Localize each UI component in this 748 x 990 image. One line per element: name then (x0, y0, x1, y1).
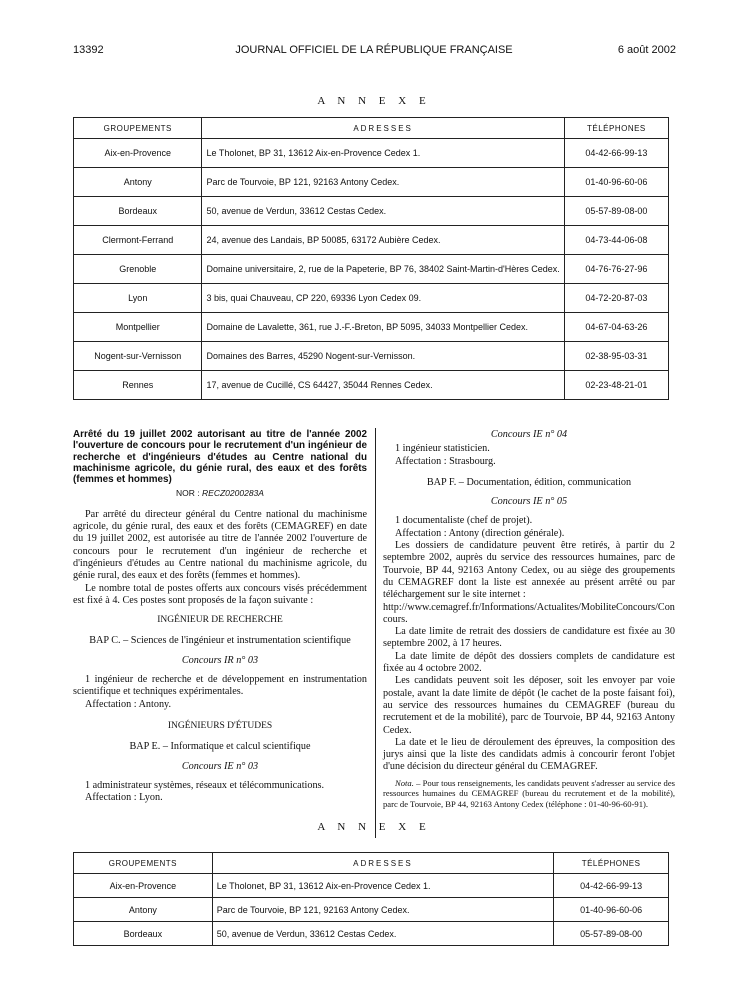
groupement-cell: Lyon (74, 284, 202, 313)
telephone-cell: 05-57-89-08-00 (554, 922, 669, 946)
ir-heading: INGÉNIEUR DE RECHERCHE (157, 615, 283, 626)
table-row (74, 168, 669, 197)
ie5-affectation: Affectation : Antony (direction générale). (395, 527, 565, 539)
adresse-cell: 50, avenue de Verdun, 33612 Cestas Cedex. (212, 922, 553, 946)
table-row (74, 284, 669, 313)
table-row (74, 342, 669, 371)
groupements-table (73, 117, 669, 400)
nor-code: RECZ0200283A (202, 488, 264, 499)
concours-ie4: Concours IE n° 04 (490, 429, 568, 440)
ie3-affectation: Affectation : Lyon. (85, 792, 163, 804)
telephone-cell: 01-40-96-60-06 (554, 898, 669, 922)
adresse-cell: Le Tholonet, BP 31, 13612 Aix-en-Provence Cedex 1. (202, 139, 564, 168)
download-link[interactable]: http://www.cemagref.fr/Informations/Actualites/MobiliteConcours/Concours. (383, 601, 675, 625)
groupement-cell: Bordeaux (74, 197, 202, 226)
table-row (74, 139, 669, 168)
arrete-title: Arrêté du 19 juillet 2002 autorisant au titre de l'année 2002 l'ouverture de concours pour le recrutement d'un ingénieur de recherche et d'ingénieurs d'études au Centre national du machinisme agricole, du génie rural, des eaux et des forêts (femmes et hommes) (73, 429, 367, 486)
adresse-cell: Le Tholonet, BP 31, 13612 Aix-en-Provence Cedex 1. (212, 874, 553, 898)
adresse-cell: 17, avenue de Cucillé, CS 64427, 35044 Rennes Cedex. (202, 371, 564, 400)
left-column (73, 429, 367, 804)
groupement-cell: Rennes (74, 371, 202, 400)
telephone-cell: 04-76-76-27-96 (564, 255, 668, 284)
telephone-cell: 05-57-89-08-00 (564, 197, 668, 226)
ie3-description: 1 administrateur systèmes, réseaux et télécommunications. (85, 779, 325, 791)
groupement-cell: Montpellier (74, 313, 202, 342)
groupement-cell: Antony (74, 898, 213, 922)
groupement-cell: Bordeaux (74, 922, 213, 946)
dossiers-paragraph: Les dossiers de candidature peuvent être retirés, à partir du 2 septembre 2002, auprès du service des ressources humaines, parc de Tourvoie, BP 44, 92163 Antony Cedex, ou au siège des groupements du CEMAGREF dont la liste est annexée au présent arrêté ou par téléchargement sur le site internet : (383, 540, 675, 601)
table-row (74, 255, 669, 284)
table-row (74, 371, 669, 400)
column-divider (375, 428, 376, 838)
right-column (383, 429, 675, 809)
nota-label: Nota. (395, 777, 414, 788)
telephone-cell: 01-40-96-60-06 (564, 168, 668, 197)
table-row (74, 922, 669, 946)
nota-paragraph (383, 778, 675, 809)
table-row (74, 197, 669, 226)
ie4-affectation: Affectation : Strasbourg. (395, 455, 496, 467)
telephone-cell: 02-38-95-03-31 (564, 342, 668, 371)
retrait-paragraph: La date limite de retrait des dossiers de candidature est fixée au 30 septembre 2002, à 17 heures. (383, 626, 675, 650)
ir3-description: 1 ingénieur de recherche et de développement en instrumentation scientifique et techniques expérimentales. (73, 674, 367, 698)
table-row (74, 874, 669, 898)
depot-paragraph: La date limite de dépôt des dossiers complets de candidature est fixée au 4 octobre 2002. (383, 650, 675, 675)
adresse-cell: Parc de Tourvoie, BP 121, 92163 Antony Cedex. (212, 898, 553, 922)
ie4-description: 1 ingénieur statisticien. (395, 443, 490, 455)
adresse-cell: 50, avenue de Verdun, 33612 Cestas Cedex. (202, 197, 564, 226)
bap-f-heading: BAP F. – Documentation, édition, communication (426, 476, 632, 488)
adresse-cell: 24, avenue des Landais, BP 50085, 63172 Aubière Cedex. (202, 226, 564, 255)
col-header-adresses: ADRESSES (202, 118, 564, 139)
table-header-row (74, 118, 669, 139)
telephone-cell: 04-72-20-87-03 (564, 284, 668, 313)
candidats-paragraph: Les candidats peuvent soit les déposer, soit les envoyer par voie postale, avant la date limite de dépôt (le cachet de la poste faisant foi), au service des ressources humaines du CEMAGREF (bureau du recrutement et de la mobilité), parc de Tourvoie, BP 44, 92163 Antony Cedex. (383, 675, 675, 736)
adresse-cell: Domaine universitaire, 2, rue de la Papeterie, BP 76, 38402 Saint-Martin-d'Hères Cedex. (202, 255, 564, 284)
postes-paragraph: Le nombre total de postes offerts aux concours visés précédemment est fixé à 4. Ces postes sont proposés de la façon suivante : (73, 582, 367, 606)
telephone-cell: 04-67-04-63-26 (564, 313, 668, 342)
adresse-cell: 3 bis, quai Chauveau, CP 220, 69336 Lyon Cedex 09. (202, 284, 564, 313)
table-row (74, 313, 669, 342)
concours-ie3: Concours IE n° 03 (181, 760, 259, 772)
table-row (74, 226, 669, 255)
nor-reference (73, 487, 367, 499)
groupement-cell: Clermont-Ferrand (74, 226, 202, 255)
col-header-telephones: TÉLÉPHONES (564, 118, 668, 139)
journal-title: JOURNAL OFFICIEL DE LA RÉPUBLIQUE FRANÇAISE (235, 44, 513, 56)
groupement-cell: Aix-en-Provence (74, 139, 202, 168)
telephone-cell: 04-42-66-99-13 (554, 874, 669, 898)
col-header-groupements: GROUPEMENTS (74, 853, 213, 874)
issue-date: 6 août 2002 (617, 44, 676, 56)
arrete-paragraph: Par arrêté du directeur général du Centre national du machinisme agricole, du génie rural, des eaux et des forêts (CEMAGREF) en date du 19 juillet 2002, est autorisée au titre de l'année 2002 l'ouverture de concours pour le recrutement d'un ingénieur de recherche et d'ingénieurs d'études au Centre national du machinisme agricole, du génie rural, des eaux et des forêts (femmes et hommes). (73, 508, 367, 582)
bap-c-heading: BAP C. – Sciences de l'ingénieur et instrumentation scientifique (89, 635, 351, 647)
bap-e-heading: BAP E. – Informatique et calcul scientifique (129, 741, 311, 753)
concours-ir3: Concours IR n° 03 (181, 654, 259, 666)
groupement-cell: Antony (74, 168, 202, 197)
groupement-cell: Nogent-sur-Vernisson (74, 342, 202, 371)
adresse-cell: Parc de Tourvoie, BP 121, 92163 Antony Cedex. (202, 168, 564, 197)
ir3-affectation: Affectation : Antony. (85, 698, 172, 710)
page-number: 13392 (73, 44, 104, 56)
nor-label: NOR : (176, 488, 200, 499)
ie5-description: 1 documentaliste (chef de projet). (395, 515, 533, 527)
groupements-table-2 (73, 852, 669, 946)
adresse-cell: Domaines des Barres, 45290 Nogent-sur-Vernisson. (202, 342, 564, 371)
concours-ie5: Concours IE n° 05 (490, 496, 568, 508)
table-header-row (74, 853, 669, 874)
annexe-title: A N N E X E (317, 95, 431, 107)
telephone-cell: 04-73-44-06-08 (564, 226, 668, 255)
table-row (74, 898, 669, 922)
groupement-cell: Grenoble (74, 255, 202, 284)
adresse-cell: Domaine de Lavalette, 361, rue J.-F.-Breton, BP 5095, 34033 Montpellier Cedex. (202, 313, 564, 342)
annexe-title-2: A N N E X E (317, 821, 431, 833)
epreuves-paragraph: La date et le lieu de déroulement des épreuves, la composition des jurys ainsi que la liste des candidats admis à concourir feront l'objet d'une décision du directeur général du CEMAGREF. (383, 736, 675, 773)
groupement-cell: Aix-en-Provence (74, 874, 213, 898)
nota-text: – Pour tous renseignements, les candidats peuvent s'adresser au service des ressources humaines du CEMAGREF (bureau du recrutement et de la mobilité), parc de Tourvoie, BP 44, 92163 Antony Cedex (téléphone : 01-40-96-60-91). (383, 777, 675, 809)
telephone-cell: 02-23-48-21-01 (564, 371, 668, 400)
col-header-adresses: ADRESSES (212, 853, 553, 874)
col-header-telephones: TÉLÉPHONES (554, 853, 669, 874)
ie-heading: INGÉNIEURS D'ÉTUDES (167, 720, 273, 731)
col-header-groupements: GROUPEMENTS (74, 118, 202, 139)
telephone-cell: 04-42-66-99-13 (564, 139, 668, 168)
